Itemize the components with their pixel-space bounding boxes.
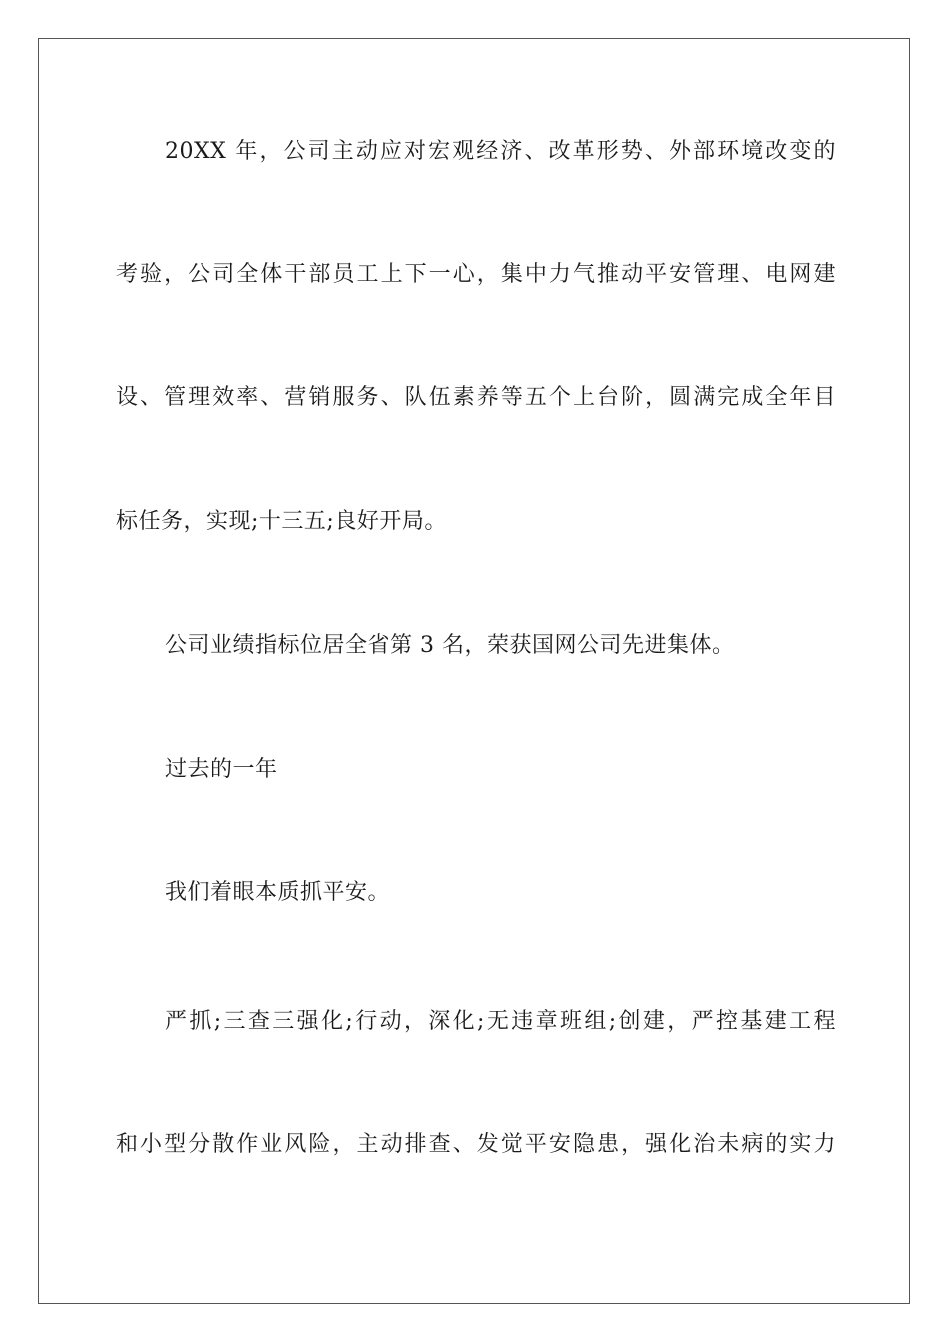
paragraph-5-line-2: 和小型分散作业风险，主动排查、发觉平安隐患，强化治未病的实力 — [116, 1132, 836, 1157]
paragraph-1-line-1: 20XX 年，公司主动应对宏观经济、改革形势、外部环境改变的 — [165, 139, 836, 164]
paragraph-2: 公司业绩指标位居全省第 3 名，荣获国网公司先进集体。 — [165, 633, 735, 658]
paragraph-1-line-4: 标任务，实现;十三五;良好开局。 — [116, 509, 447, 534]
paragraph-3: 过去的一年 — [165, 757, 278, 782]
paragraph-4: 我们着眼本质抓平安。 — [165, 880, 391, 905]
page-border — [38, 38, 910, 1304]
paragraph-5-line-1: 严抓;三查三强化;行动，深化;无违章班组;创建，严控基建工程 — [165, 1009, 836, 1034]
paragraph-1-line-3: 设、管理效率、营销服务、队伍素养等五个上台阶，圆满完成全年目 — [116, 385, 836, 410]
paragraph-1-line-2: 考验，公司全体干部员工上下一心，集中力气推动平安管理、电网建 — [116, 262, 836, 287]
